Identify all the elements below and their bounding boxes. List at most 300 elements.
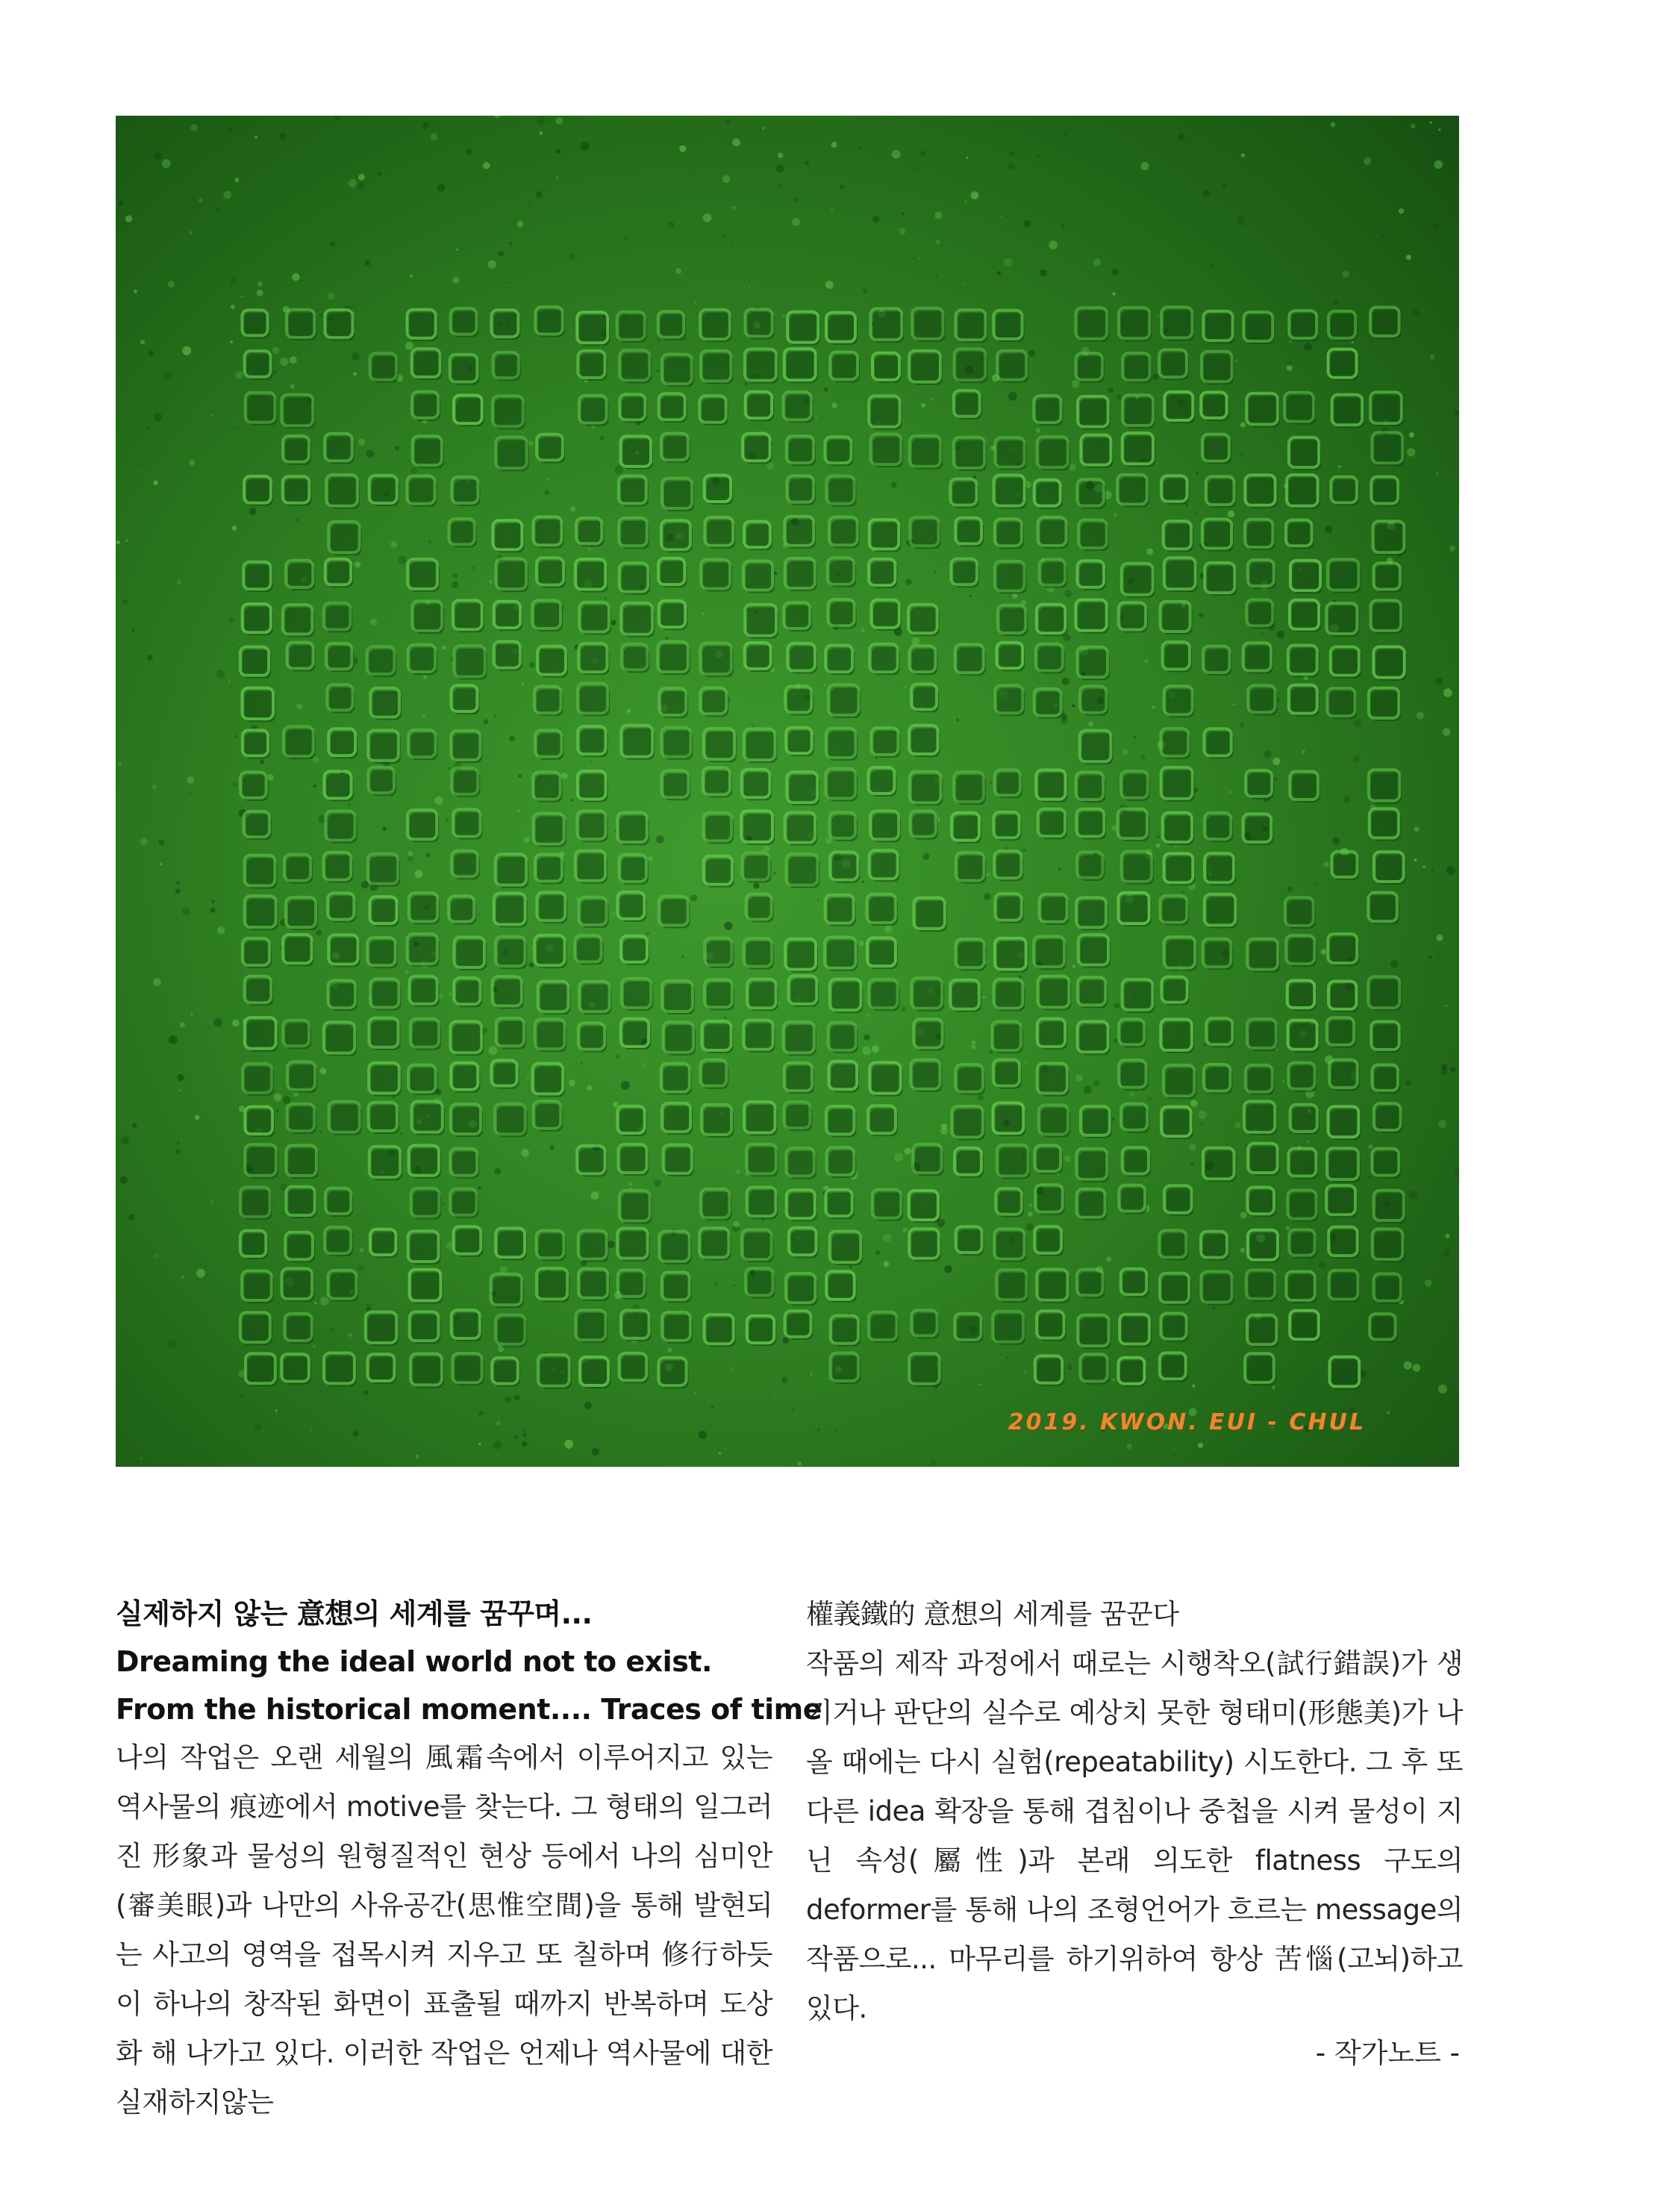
texture-speck xyxy=(249,508,257,515)
texture-speck xyxy=(1240,454,1244,458)
texture-speck xyxy=(723,234,726,237)
texture-speck xyxy=(1199,1111,1207,1119)
texture-speck xyxy=(972,1041,975,1044)
texture-speck xyxy=(859,146,863,150)
texture-speck xyxy=(642,1063,645,1066)
texture-speck xyxy=(235,371,243,379)
texture-speck xyxy=(378,172,382,176)
texture-speck xyxy=(811,1373,813,1376)
texture-speck xyxy=(383,827,387,831)
texture-speck xyxy=(731,242,734,245)
texture-speck xyxy=(629,1182,632,1185)
texture-speck xyxy=(118,201,123,206)
texture-speck xyxy=(398,556,406,564)
heading-english-2: From the historical moment.... Traces of time xyxy=(116,1693,822,1726)
texture-speck xyxy=(668,222,674,228)
texture-speck xyxy=(190,460,195,465)
texture-speck xyxy=(1201,1123,1203,1125)
texture-speck xyxy=(1114,513,1117,517)
texture-speck xyxy=(994,125,996,127)
texture-speck xyxy=(283,1096,291,1104)
texture-speck xyxy=(778,1002,780,1003)
texture-speck xyxy=(1325,526,1332,533)
texture-speck xyxy=(1037,155,1040,158)
texture-speck xyxy=(1213,1306,1216,1309)
texture-speck xyxy=(189,792,191,794)
artwork-image xyxy=(116,116,1459,1467)
texture-speck xyxy=(1240,422,1246,427)
texture-speck xyxy=(1072,964,1075,967)
texture-speck xyxy=(478,1443,481,1446)
texture-speck xyxy=(153,152,161,160)
texture-speck xyxy=(1088,722,1093,727)
texture-speck xyxy=(725,119,731,125)
texture-speck xyxy=(1354,720,1362,728)
texture-speck xyxy=(1156,314,1159,317)
texture-speck xyxy=(1417,711,1424,719)
texture-speck xyxy=(537,116,546,125)
texture-speck xyxy=(147,426,151,430)
texture-speck xyxy=(216,208,220,211)
texture-speck xyxy=(1058,868,1061,871)
texture-speck xyxy=(1211,263,1214,267)
texture-speck xyxy=(1368,1144,1373,1149)
texture-speck xyxy=(824,684,826,686)
texture-speck xyxy=(581,1063,583,1065)
texture-speck xyxy=(774,1394,776,1396)
texture-speck xyxy=(1445,1005,1448,1008)
texture-speck xyxy=(1287,361,1292,366)
texture-speck xyxy=(437,184,445,191)
texture-speck xyxy=(239,643,240,645)
texture-speck xyxy=(358,439,366,446)
texture-speck xyxy=(1111,826,1117,831)
texture-speck xyxy=(312,559,314,561)
texture-speck xyxy=(313,1345,315,1347)
texture-speck xyxy=(694,302,696,304)
texture-speck xyxy=(781,1376,787,1382)
texture-speck xyxy=(353,1431,359,1437)
texture-speck xyxy=(182,346,191,355)
texture-speck xyxy=(1240,1247,1245,1253)
texture-speck xyxy=(154,413,162,421)
texture-speck xyxy=(1075,1075,1082,1082)
texture-speck xyxy=(935,571,937,573)
texture-speck xyxy=(778,152,784,158)
texture-speck xyxy=(569,1079,575,1085)
texture-speck xyxy=(228,680,230,682)
texture-speck xyxy=(290,384,295,389)
texture-speck xyxy=(891,482,897,488)
texture-speck xyxy=(327,293,334,300)
texture-speck xyxy=(179,1090,181,1092)
texture-speck xyxy=(1111,269,1119,276)
texture-speck xyxy=(862,288,867,293)
texture-speck xyxy=(862,881,864,883)
texture-speck xyxy=(1409,1191,1417,1199)
texture-speck xyxy=(849,1265,852,1267)
texture-speck xyxy=(313,785,316,788)
texture-speck xyxy=(1008,392,1017,401)
texture-speck xyxy=(1245,1144,1246,1146)
texture-speck xyxy=(1140,162,1149,170)
texture-speck xyxy=(203,1450,204,1452)
texture-speck xyxy=(1010,151,1014,155)
texture-speck xyxy=(971,191,979,199)
texture-speck xyxy=(484,719,489,724)
texture-speck xyxy=(140,340,145,344)
texture-speck xyxy=(434,796,443,805)
texture-speck xyxy=(319,314,324,318)
texture-speck xyxy=(177,580,181,584)
texture-speck xyxy=(167,1340,176,1349)
texture-speck xyxy=(964,200,967,202)
texture-speck xyxy=(861,628,865,632)
texture-speck xyxy=(733,1221,740,1228)
texture-speck xyxy=(513,1435,518,1440)
texture-speck xyxy=(517,810,519,812)
texture-speck xyxy=(1443,688,1452,697)
texture-speck xyxy=(1190,1100,1198,1107)
texture-speck xyxy=(1287,886,1293,892)
texture-speck xyxy=(1122,749,1128,755)
texture-speck xyxy=(1404,1362,1412,1370)
texture-speck xyxy=(1435,678,1443,685)
texture-speck xyxy=(905,686,907,688)
texture-speck xyxy=(496,1420,501,1425)
texture-speck xyxy=(195,1115,200,1120)
texture-speck xyxy=(935,240,940,244)
right-heading: 權義鐵的 意想의 세계를 꿈꾼다 xyxy=(806,1598,1179,1630)
texture-speck xyxy=(905,578,911,584)
texture-speck xyxy=(749,287,750,288)
texture-speck xyxy=(169,1035,178,1044)
texture-speck xyxy=(1430,355,1435,360)
texture-speck xyxy=(210,908,216,913)
texture-speck xyxy=(1108,387,1114,393)
texture-speck xyxy=(128,1214,134,1220)
texture-speck xyxy=(656,369,658,372)
texture-speck xyxy=(962,284,964,286)
texture-speck xyxy=(234,178,239,182)
texture-speck xyxy=(611,620,616,626)
texture-speck xyxy=(1024,1370,1027,1373)
texture-speck xyxy=(935,275,939,278)
texture-speck xyxy=(1194,511,1197,514)
texture-speck xyxy=(1351,341,1354,344)
texture-speck xyxy=(1064,1156,1071,1162)
texture-speck xyxy=(410,274,413,278)
texture-speck xyxy=(587,1085,592,1091)
texture-speck xyxy=(134,290,137,293)
texture-speck xyxy=(1036,428,1040,432)
texture-speck xyxy=(1437,935,1443,941)
texture-speck xyxy=(509,242,512,245)
texture-speck xyxy=(523,1429,527,1433)
texture-speck xyxy=(1436,473,1438,475)
texture-speck xyxy=(1114,1002,1120,1008)
texture-speck xyxy=(320,1297,329,1306)
texture-speck xyxy=(722,1361,724,1362)
texture-speck xyxy=(923,853,930,860)
texture-speck xyxy=(153,481,157,485)
texture-speck xyxy=(555,149,560,155)
texture-speck xyxy=(1290,341,1291,343)
texture-speck xyxy=(1198,1443,1203,1448)
texture-speck xyxy=(353,372,357,376)
texture-speck xyxy=(240,1394,243,1397)
texture-speck xyxy=(858,941,864,946)
texture-speck xyxy=(1093,259,1101,266)
texture-speck xyxy=(120,1176,128,1184)
texture-speck xyxy=(1067,1365,1072,1370)
texture-speck xyxy=(1446,866,1455,875)
texture-speck xyxy=(274,1094,282,1102)
texture-speck xyxy=(216,670,225,679)
texture-speck xyxy=(360,1248,363,1252)
texture-speck xyxy=(1156,843,1160,847)
texture-speck xyxy=(1134,736,1137,739)
texture-speck xyxy=(505,1396,512,1403)
texture-speck xyxy=(862,1047,871,1055)
texture-speck xyxy=(983,996,985,998)
texture-speck xyxy=(257,281,263,287)
texture-speck xyxy=(1062,678,1069,685)
texture-speck xyxy=(357,182,366,190)
texture-speck xyxy=(1286,1226,1290,1231)
texture-speck xyxy=(366,449,375,458)
texture-speck xyxy=(709,134,711,135)
texture-speck xyxy=(526,1077,528,1079)
texture-speck xyxy=(495,1168,502,1175)
texture-speck xyxy=(835,1429,837,1432)
texture-speck xyxy=(118,761,122,766)
texture-speck xyxy=(1233,704,1235,706)
texture-speck xyxy=(795,198,799,202)
texture-speck xyxy=(1175,845,1177,847)
texture-speck xyxy=(1414,826,1420,832)
texture-speck xyxy=(894,1153,903,1162)
texture-speck xyxy=(1353,755,1360,762)
texture-speck xyxy=(199,199,203,203)
texture-speck xyxy=(624,235,629,240)
texture-speck xyxy=(569,254,576,261)
texture-speck xyxy=(488,261,496,269)
texture-speck xyxy=(1264,751,1272,758)
texture-speck xyxy=(778,184,781,188)
texture-speck xyxy=(872,1045,879,1052)
texture-speck xyxy=(405,970,408,974)
texture-speck xyxy=(703,213,712,222)
texture-speck xyxy=(225,207,228,210)
texture-speck xyxy=(431,133,438,140)
right-body-text: 작품의 제작 과정에서 때로는 시행착오(試行錯誤)가 생기거나 판단의 실수로 예상치 못한 형태미(形態美)가 나올 때에는 다시 실험(repeatability) 시도한다. 그 후 또 다른 idea 확장을 통해 겹침이나 중첩을 시켜 물성이 지닌 속성(屬性)과 본래 의도한 flatness 구도의 deformer를 통해 나의 조형언어가 흐르는 message의 작품으로... 마무리를 하기위하여 항상 苦惱(고뇌)하고 있다. xyxy=(806,1647,1463,2024)
texture-speck xyxy=(1428,955,1431,958)
texture-speck xyxy=(736,1169,740,1173)
texture-speck xyxy=(391,541,398,548)
texture-speck xyxy=(442,1203,444,1205)
texture-speck xyxy=(126,539,129,542)
texture-speck xyxy=(210,1200,213,1203)
texture-speck xyxy=(355,561,360,567)
texture-speck xyxy=(273,370,277,374)
texture-speck xyxy=(1152,374,1158,380)
texture-speck xyxy=(615,1054,619,1058)
texture-speck xyxy=(232,1020,240,1027)
texture-speck xyxy=(452,573,458,579)
heading-korean: 실제하지 않는 意想의 세계를 꿈꾸며... xyxy=(116,1597,593,1630)
texture-speck xyxy=(931,1461,936,1466)
texture-speck xyxy=(407,851,413,856)
texture-speck xyxy=(363,1390,369,1395)
texture-speck xyxy=(550,1145,555,1150)
texture-speck xyxy=(446,819,449,823)
texture-speck xyxy=(1040,269,1046,276)
texture-speck xyxy=(1004,258,1013,267)
texture-speck xyxy=(310,1429,313,1431)
texture-speck xyxy=(1235,360,1238,363)
texture-speck xyxy=(956,719,958,721)
texture-speck xyxy=(971,1044,975,1049)
texture-speck xyxy=(732,206,737,210)
texture-speck xyxy=(1446,1234,1450,1238)
texture-speck xyxy=(196,1269,205,1278)
texture-speck xyxy=(690,168,693,170)
texture-speck xyxy=(1304,343,1312,351)
texture-speck xyxy=(410,467,417,474)
texture-speck xyxy=(1343,271,1349,278)
texture-speck xyxy=(518,774,522,778)
texture-speck xyxy=(1023,220,1031,228)
texture-speck xyxy=(449,992,452,995)
texture-speck xyxy=(132,629,134,631)
texture-speck xyxy=(330,1327,335,1332)
texture-speck xyxy=(792,218,800,226)
texture-speck xyxy=(614,466,622,474)
texture-speck xyxy=(521,1149,529,1157)
texture-speck xyxy=(555,117,562,124)
texture-speck xyxy=(799,1450,801,1451)
texture-speck xyxy=(990,782,992,784)
texture-speck xyxy=(884,1262,890,1267)
artwork-signature: 2019. KWON. EUI - CHUL xyxy=(1008,1409,1366,1435)
texture-speck xyxy=(522,1433,527,1438)
texture-speck xyxy=(783,1337,790,1344)
texture-speck xyxy=(613,1102,618,1107)
texture-speck xyxy=(162,159,171,168)
texture-speck xyxy=(517,221,523,227)
texture-speck xyxy=(883,1234,892,1243)
texture-speck xyxy=(753,882,759,888)
texture-speck xyxy=(1441,1064,1447,1070)
texture-speck xyxy=(912,167,914,169)
texture-speck xyxy=(1049,240,1058,249)
texture-speck xyxy=(902,1227,908,1232)
texture-speck xyxy=(561,773,568,779)
texture-speck xyxy=(483,162,490,169)
texture-speck xyxy=(1237,217,1245,225)
right-column xyxy=(806,1590,1463,2033)
texture-speck xyxy=(1338,465,1341,468)
texture-speck xyxy=(147,655,152,660)
texture-speck xyxy=(235,735,238,737)
texture-speck xyxy=(791,1407,794,1410)
texture-speck xyxy=(656,338,661,343)
texture-speck xyxy=(584,1402,592,1409)
texture-speck xyxy=(978,1095,983,1100)
texture-speck xyxy=(588,548,591,551)
texture-speck xyxy=(439,994,443,998)
texture-speck xyxy=(986,873,990,876)
texture-speck xyxy=(1302,750,1305,753)
texture-speck xyxy=(466,149,472,155)
texture-speck xyxy=(358,174,365,181)
texture-speck xyxy=(1456,134,1458,136)
texture-speck xyxy=(213,1018,222,1027)
texture-speck xyxy=(1025,1061,1028,1064)
texture-speck xyxy=(260,759,264,764)
texture-speck xyxy=(267,774,274,781)
texture-speck xyxy=(902,212,905,216)
texture-speck xyxy=(719,1452,722,1455)
texture-speck xyxy=(654,1179,661,1187)
texture-speck xyxy=(442,646,446,650)
texture-speck xyxy=(489,580,492,583)
texture-speck xyxy=(334,116,340,120)
texture-speck xyxy=(177,1074,184,1082)
texture-speck xyxy=(940,1127,948,1135)
texture-speck xyxy=(711,1406,714,1409)
texture-speck xyxy=(478,1411,483,1415)
texture-speck xyxy=(1411,124,1415,128)
texture-speck xyxy=(231,305,235,309)
texture-speck xyxy=(452,277,460,284)
texture-speck xyxy=(919,258,921,260)
texture-speck xyxy=(571,799,573,802)
texture-speck xyxy=(314,1302,316,1304)
texture-speck xyxy=(160,863,162,865)
texture-speck xyxy=(230,340,233,343)
texture-speck xyxy=(899,228,906,235)
texture-speck xyxy=(1334,299,1339,305)
texture-speck xyxy=(276,1109,279,1112)
texture-speck xyxy=(116,540,120,544)
texture-speck xyxy=(223,191,231,199)
texture-speck xyxy=(257,290,263,296)
texture-speck xyxy=(255,136,257,139)
texture-speck xyxy=(1061,223,1065,228)
texture-speck xyxy=(255,1423,261,1430)
texture-speck xyxy=(699,1431,708,1440)
texture-speck xyxy=(1019,976,1022,979)
texture-speck xyxy=(275,1409,278,1412)
artwork-texture xyxy=(116,116,1459,1467)
texture-speck xyxy=(122,599,128,605)
texture-speck xyxy=(815,417,817,419)
texture-speck xyxy=(656,835,664,843)
texture-speck xyxy=(944,1265,952,1273)
texture-speck xyxy=(1272,1386,1275,1389)
texture-speck xyxy=(852,1179,855,1181)
texture-speck xyxy=(1022,849,1025,852)
texture-speck xyxy=(1112,1379,1115,1382)
texture-speck xyxy=(211,899,215,903)
texture-speck xyxy=(905,1148,911,1155)
texture-speck xyxy=(292,273,299,281)
texture-speck xyxy=(1438,1385,1447,1394)
texture-speck xyxy=(180,1023,185,1028)
texture-speck xyxy=(694,1392,696,1394)
